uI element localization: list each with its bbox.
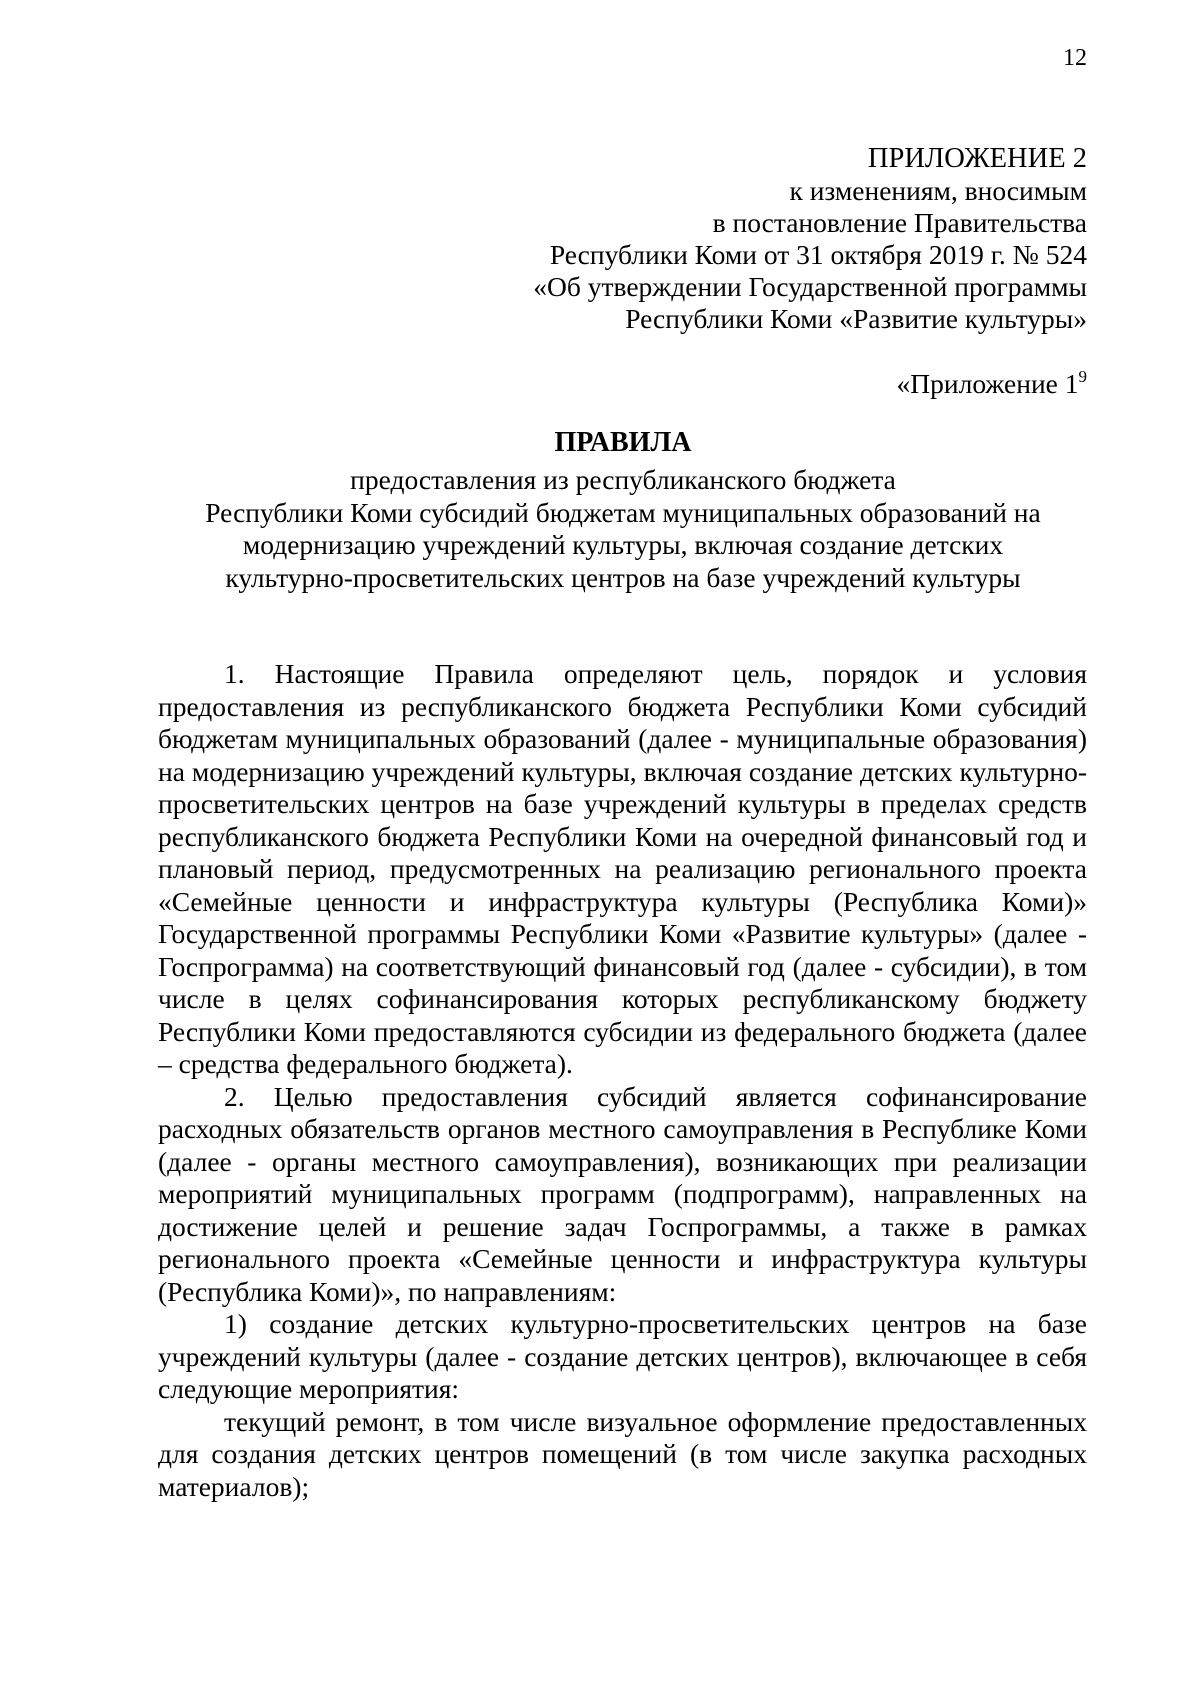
appendix-reference <box>897 368 1087 400</box>
document-title: ПРАВИЛА <box>554 427 692 458</box>
appendix-header <box>387 143 1087 335</box>
appendix-line: к изменениям, вносимым <box>789 175 1087 206</box>
appendix-reference-superscript: 9 <box>1078 367 1087 386</box>
paragraph: 2. Целью предоставления субсидий является софинансирование расходных обязательств органов местного самоуправления в Республике Коми (далее - органы местного самоуправления), возникающих при реализации мероприятий муниципальных программ (подпрограмм), направленных на достижение целей и решение задач Госпрограммы, а также в рамках регионального проекта «Семейные ценности и инфраструктура культуры (Республика Коми)», по направлениям: <box>158 1080 1087 1307</box>
appendix-line: «Об утверждении Государственной программы <box>533 271 1087 302</box>
appendix-line: Республики Коми от 31 октября 2019 г. № 524 <box>549 239 1087 270</box>
paragraph: 1) создание детских культурно-просветительских центров на базе учреждений культуры (далее - создание детских центров), включающее в себя следующие мероприятия: <box>158 1308 1087 1404</box>
appendix-line: Республики Коми «Развитие культуры» <box>625 303 1087 334</box>
subtitle-line: Республики Коми субсидий бюджетам муниципальных образований на <box>205 496 1041 528</box>
paragraph: текущий ремонт, в том числе визуальное оформление предоставленных для создания детских центров помещений (в том числе закупка расходных материалов); <box>158 1405 1087 1502</box>
document-subtitle <box>160 464 1086 594</box>
subtitle-line: культурно-просветительских центров на базе учреждений культуры <box>225 561 1021 593</box>
subtitle-line: предоставления из республиканского бюджета <box>350 464 896 495</box>
page-number: 12 <box>1063 45 1087 71</box>
document-body <box>158 658 1087 1503</box>
subtitle-line: модернизацию учреждений культуры, включая создание детских <box>242 529 1004 560</box>
paragraph: 1. Настоящие Правила определяют цель, порядок и условия предоставления из республиканского бюджета Республики Коми субсидий бюджетам муниципальных образований (далее - муниципальные образования) на модернизацию учреждений культуры, включая создание детских культурно-просветительских центров на базе учреждений культуры в пределах средств республиканского бюджета Республики Коми на очередной финансовый год и плановый период, предусмотренных на реализацию регионального проекта «Семейные ценности и инфраструктура культуры (Республика Коми)» Государственной программы Республики Коми «Развитие культуры» (далее - Госпрограмма) на соответствующий финансовый год (далее - субсидии), в том числе в целях софинансирования которых республиканскому бюджету Республики Коми предоставляются субсидии из федерального бюджета (далее – средства федерального бюджета). <box>158 658 1087 1079</box>
appendix-line: в постановление Правительства <box>712 207 1087 238</box>
appendix-title: ПРИЛОЖЕНИЕ 2 <box>867 143 1087 174</box>
appendix-reference-text: «Приложение 1 <box>896 368 1079 399</box>
